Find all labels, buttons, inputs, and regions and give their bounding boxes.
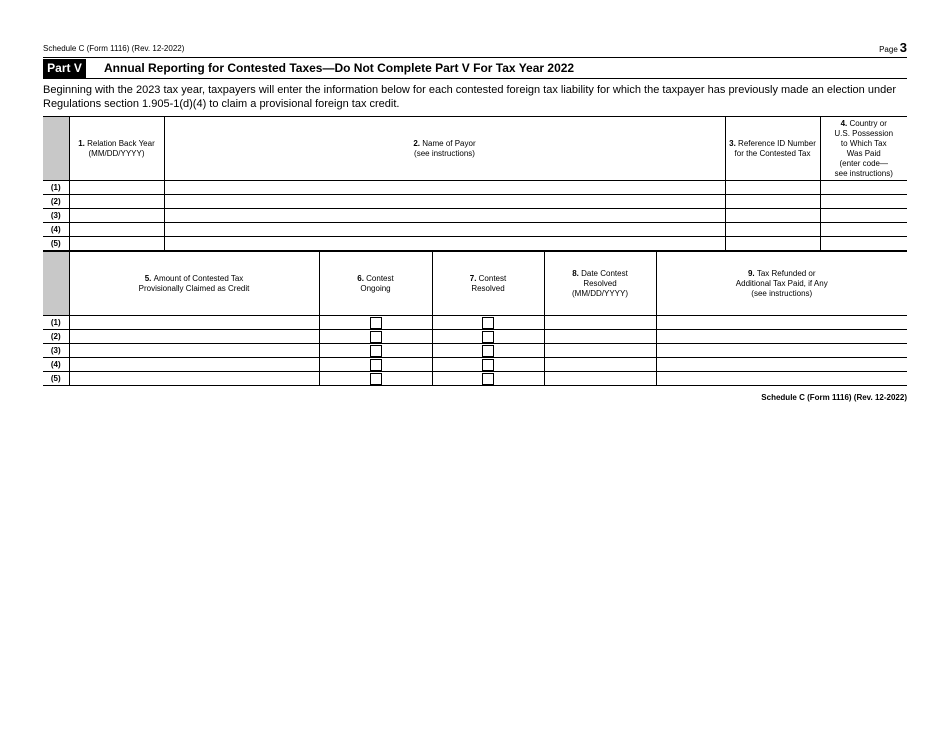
table-row: [43, 330, 907, 344]
row-label-header: [43, 252, 69, 316]
date-resolved-field[interactable]: [544, 344, 656, 358]
column-number: 3.: [729, 138, 739, 148]
row-label: (5): [43, 372, 69, 386]
column-header-text: Ongoing: [360, 283, 391, 293]
column-header-text: for the Contested Tax: [734, 148, 811, 158]
contest-resolved-checkbox[interactable]: [482, 331, 494, 343]
column-header-text: Reference ID Number: [738, 138, 816, 148]
column-header-text: Relation Back Year: [87, 138, 155, 148]
name-of-payor-field[interactable]: [164, 209, 725, 223]
page-footer: Schedule C (Form 1116) (Rev. 12-2022): [761, 393, 907, 402]
column-header-text: Additional Tax Paid, if Any: [735, 278, 828, 288]
table2-header-row: [43, 252, 907, 316]
column-header-text: Date Contest: [581, 268, 628, 278]
date-resolved-field[interactable]: [544, 372, 656, 386]
form-identifier: Schedule C (Form 1116) (Rev. 12-2022): [43, 44, 185, 53]
col-name-of-payor-header: [164, 117, 725, 181]
contest-resolved-checkbox[interactable]: [482, 317, 494, 329]
date-resolved-field[interactable]: [544, 358, 656, 372]
amount-contested-field[interactable]: [69, 330, 319, 344]
column-header-text: Contest: [366, 273, 394, 283]
reference-id-field[interactable]: [725, 237, 820, 251]
contest-resolved-checkbox[interactable]: [482, 345, 494, 357]
relation-back-year-field[interactable]: [69, 223, 164, 237]
name-of-payor-field[interactable]: [164, 195, 725, 209]
column-header-text: Name of Payor: [422, 138, 476, 148]
contest-ongoing-checkbox[interactable]: [370, 331, 382, 343]
column-header-text: (MM/DD/YYYY): [572, 288, 628, 298]
col-tax-refunded-header: [656, 252, 907, 316]
page-number: Page 3: [879, 40, 907, 55]
table1-header-row: [43, 117, 907, 181]
column-number: 6.: [357, 273, 367, 283]
column-number: 7.: [469, 273, 479, 283]
column-header-text: Resolved: [583, 278, 617, 288]
contest-resolved-cell: [432, 330, 544, 344]
col-relation-back-year-header: [69, 117, 164, 181]
reference-id-field[interactable]: [725, 181, 820, 195]
column-header-text: Provisionally Claimed as Credit: [138, 283, 250, 293]
page-header: [43, 36, 907, 56]
contest-resolved-checkbox[interactable]: [482, 373, 494, 385]
column-number: 5.: [144, 273, 154, 283]
col-contest-resolved-header: [432, 252, 544, 316]
row-label: (3): [43, 344, 69, 358]
column-header-text: Country or: [849, 118, 887, 128]
row-label: (5): [43, 237, 69, 251]
country-code-field[interactable]: [820, 209, 907, 223]
contest-resolved-checkbox[interactable]: [482, 359, 494, 371]
table-row: [43, 195, 907, 209]
contest-resolved-cell: [432, 344, 544, 358]
row-label: (4): [43, 223, 69, 237]
column-header-text: see instructions): [834, 168, 893, 178]
contest-ongoing-cell: [319, 372, 432, 386]
column-header-text: (enter code—: [839, 158, 888, 168]
country-code-field[interactable]: [820, 237, 907, 251]
date-resolved-field[interactable]: [544, 316, 656, 330]
tax-refunded-field[interactable]: [656, 344, 907, 358]
amount-contested-field[interactable]: [69, 372, 319, 386]
table-row: [43, 209, 907, 223]
table-row: [43, 237, 907, 251]
column-number: 8.: [572, 268, 582, 278]
country-code-field[interactable]: [820, 181, 907, 195]
reference-id-field[interactable]: [725, 223, 820, 237]
col-amount-contested-header: [69, 252, 319, 316]
table-row: [43, 181, 907, 195]
part-v-title-bar: [43, 57, 907, 79]
column-header-text: Contest: [478, 273, 507, 283]
table-row: [43, 358, 907, 372]
col-reference-id-header: [725, 117, 820, 181]
contested-tax-table-1: [43, 116, 907, 251]
column-header-text: (see instructions): [414, 148, 475, 158]
contest-resolved-cell: [432, 316, 544, 330]
tax-refunded-field[interactable]: [656, 358, 907, 372]
contest-ongoing-cell: [319, 316, 432, 330]
tax-refunded-field[interactable]: [656, 316, 907, 330]
col-contest-ongoing-header: [319, 252, 432, 316]
col-country-header: [820, 117, 907, 181]
column-header-text: Tax Refunded or: [756, 268, 816, 278]
contest-ongoing-checkbox[interactable]: [370, 317, 382, 329]
part-title: Annual Reporting for Contested Taxes—Do Not Complete Part V For Tax Year 2022: [104, 61, 575, 75]
amount-contested-field[interactable]: [69, 316, 319, 330]
column-header-text: (MM/DD/YYYY): [88, 148, 145, 158]
column-number: 9.: [747, 268, 757, 278]
part-label: Part V: [43, 59, 86, 78]
contest-ongoing-cell: [319, 330, 432, 344]
date-resolved-field[interactable]: [544, 330, 656, 344]
contest-ongoing-checkbox[interactable]: [370, 359, 382, 371]
row-label: (3): [43, 209, 69, 223]
relation-back-year-field[interactable]: [69, 237, 164, 251]
intro-text: Beginning with the 2023 tax year, taxpayers will enter the information below for each contested foreign tax liability for which the taxpayer has previously made an election under Regulations section 1.905-1(d)(4) to claim a provisional foreign tax credit.: [43, 84, 896, 110]
column-header-text: Amount of Contested Tax: [153, 273, 244, 283]
table-row: [43, 372, 907, 386]
row-label: (4): [43, 358, 69, 372]
contest-resolved-cell: [432, 358, 544, 372]
country-code-field[interactable]: [820, 223, 907, 237]
reference-id-field[interactable]: [725, 195, 820, 209]
relation-back-year-field[interactable]: [69, 195, 164, 209]
column-number: 2.: [413, 138, 423, 148]
row-label-header: [43, 117, 69, 181]
relation-back-year-field[interactable]: [69, 181, 164, 195]
amount-contested-field[interactable]: [69, 358, 319, 372]
contested-tax-table-2: [43, 251, 907, 386]
amount-contested-field[interactable]: [69, 344, 319, 358]
row-label: (1): [43, 181, 69, 195]
name-of-payor-field[interactable]: [164, 181, 725, 195]
table-row: [43, 344, 907, 358]
contest-ongoing-checkbox[interactable]: [370, 373, 382, 385]
col-date-resolved-header: [544, 252, 656, 316]
tax-refunded-field[interactable]: [656, 372, 907, 386]
column-number: 1.: [78, 138, 88, 148]
contest-resolved-cell: [432, 372, 544, 386]
name-of-payor-field[interactable]: [164, 237, 725, 251]
reference-id-field[interactable]: [725, 209, 820, 223]
column-header-text: Resolved: [471, 283, 505, 293]
column-number: 4.: [840, 118, 850, 128]
column-header-text: (see instructions): [751, 288, 813, 298]
row-label: (1): [43, 316, 69, 330]
tax-refunded-field[interactable]: [656, 330, 907, 344]
row-label: (2): [43, 330, 69, 344]
contest-ongoing-checkbox[interactable]: [370, 345, 382, 357]
column-header-text: Was Paid: [846, 148, 881, 158]
country-code-field[interactable]: [820, 195, 907, 209]
contest-ongoing-cell: [319, 358, 432, 372]
relation-back-year-field[interactable]: [69, 209, 164, 223]
column-header-text: U.S. Possession: [834, 128, 894, 138]
row-label: (2): [43, 195, 69, 209]
column-header-text: to Which Tax: [840, 138, 887, 148]
table-row: [43, 223, 907, 237]
table-row: [43, 316, 907, 330]
contest-ongoing-cell: [319, 344, 432, 358]
name-of-payor-field[interactable]: [164, 223, 725, 237]
